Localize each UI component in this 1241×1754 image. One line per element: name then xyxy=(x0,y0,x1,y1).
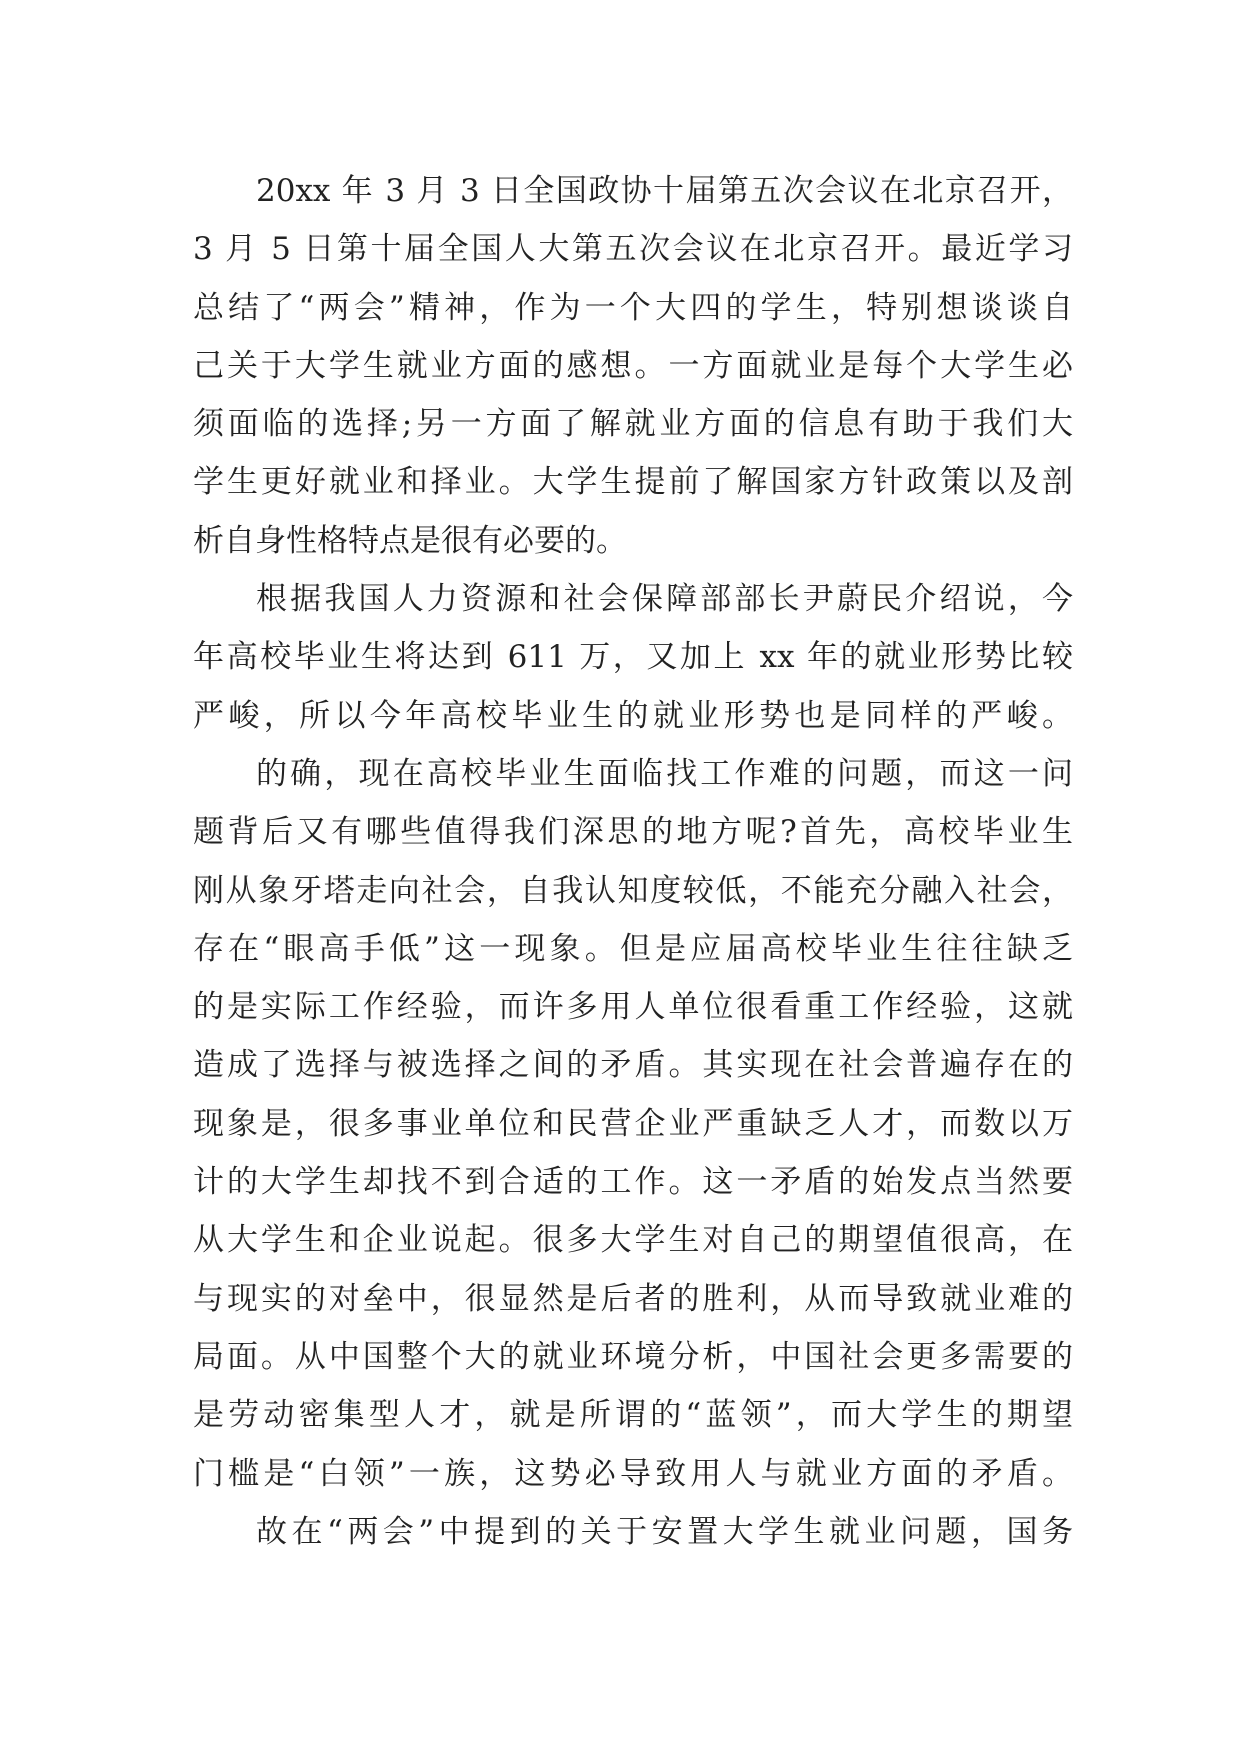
text-line: 存在“眼高手低”这一现象。但是应届高校毕业生往往缺乏 xyxy=(193,930,1073,967)
text-line: 学生更好就业和择业。大学生提前了解国家方针政策以及剖 xyxy=(193,464,1073,501)
document-body xyxy=(193,162,1073,1561)
paragraph-4 xyxy=(193,1503,1073,1561)
text-line: 20xx 年 3 月 3 日全国政协十届第五次会议在北京召开， xyxy=(256,173,1073,209)
text-line: 析自身性格特点是很有必要的。 xyxy=(193,522,627,559)
text-line: 造成了选择与被选择之间的矛盾。其实现在社会普遍存在的 xyxy=(193,1047,1073,1084)
text-line: 门槛是“白领”一族，这势必导致用人与就业方面的矛盾。 xyxy=(193,1455,1073,1492)
text-line: 严峻，所以今年高校毕业生的就业形势也是同样的严峻。 xyxy=(193,697,1073,734)
text-line: 是劳动密集型人才，就是所谓的“蓝领”，而大学生的期望 xyxy=(193,1397,1073,1434)
text-line: 年高校毕业生将达到 611 万，又加上 xx 年的就业形势比较 xyxy=(193,639,1073,676)
paragraph-3 xyxy=(193,745,1073,1503)
text-line: 根据我国人力资源和社会保障部部长尹蔚民介绍说，今 xyxy=(256,581,1073,618)
text-line: 刚从象牙塔走向社会，自我认知度较低，不能充分融入社会， xyxy=(193,872,1073,909)
text-line: 计的大学生却找不到合适的工作。这一矛盾的始发点当然要 xyxy=(193,1164,1073,1201)
text-line: 须面临的选择;另一方面了解就业方面的信息有助于我们大 xyxy=(193,406,1073,443)
paragraph-1 xyxy=(193,162,1073,570)
text-line: 从大学生和企业说起。很多大学生对自己的期望值很高，在 xyxy=(193,1222,1073,1259)
text-line: 故在“两会”中提到的关于安置大学生就业问题，国务 xyxy=(256,1513,1073,1550)
text-line: 己关于大学生就业方面的感想。一方面就业是每个大学生必 xyxy=(193,347,1073,384)
text-line: 3 月 5 日第十届全国人大第五次会议在北京召开。最近学习 xyxy=(193,231,1073,268)
text-line: 与现实的对垒中，很显然是后者的胜利，从而导致就业难的 xyxy=(193,1280,1073,1317)
paragraph-2 xyxy=(193,570,1073,745)
text-line: 总结了“两会”精神，作为一个大四的学生，特别想谈谈自 xyxy=(193,289,1073,326)
text-line: 局面。从中国整个大的就业环境分析，中国社会更多需要的 xyxy=(193,1338,1073,1375)
text-line: 现象是，很多事业单位和民营企业严重缺乏人才，而数以万 xyxy=(193,1105,1073,1142)
text-line: 题背后又有哪些值得我们深思的地方呢?首先，高校毕业生 xyxy=(193,814,1073,851)
text-line: 的是实际工作经验，而许多用人单位很看重工作经验，这就 xyxy=(193,989,1073,1026)
text-line: 的确，现在高校毕业生面临找工作难的问题，而这一问 xyxy=(256,755,1073,792)
